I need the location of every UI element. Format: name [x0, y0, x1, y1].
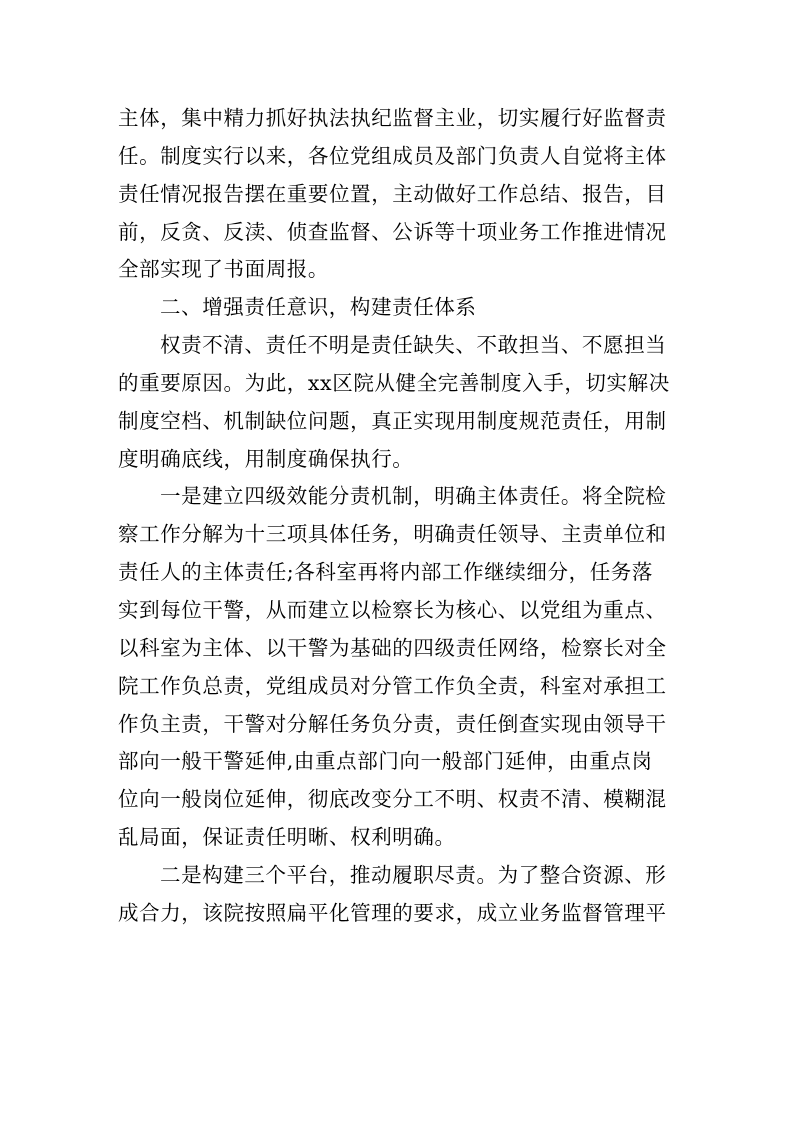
- text-line: 实到每位干警，从而建立以检察长为核心、以党组为重点、: [118, 597, 667, 622]
- text-line: 主体，集中精力抓好执法执纪监督主业，切实履行好监督责: [118, 106, 667, 130]
- text-line: 作负主责，干警对分解任务负分责，责任倒查实现由领导干: [118, 711, 667, 736]
- text-line: 二是构建三个平台，推动履职尽责。为了整合资源、形: [160, 862, 667, 887]
- text-line: 的重要原因。为此，xx区院从健全完善制度入手，切实解决: [118, 370, 670, 395]
- text-line: 责任情况报告摆在重要位置，主动做好工作总结、报告，目: [118, 181, 667, 206]
- text-line: 度明确底线，用制度确保执行。: [118, 446, 414, 471]
- text-line: 前，反贪、反渎、侦查监督、公诉等十项业务工作推进情况: [118, 219, 667, 244]
- text-line: 权责不清、责任不明是责任缺失、不敢担当、不愿担当: [160, 333, 667, 358]
- text-line: 院工作负总责，党组成员对分管工作负全责，科室对承担工: [118, 673, 667, 698]
- text-line: 部向一般干警延伸,由重点部门向一般部门延伸，由重点岗: [118, 749, 653, 774]
- text-line: 成合力，该院按照扁平化管理的要求，成立业务监督管理平: [118, 900, 667, 925]
- text-line: 以科室为主体、以干警为基础的四级责任网络，检察长对全: [118, 635, 667, 660]
- text-line: 任。制度实行以来，各位党组成员及部门负责人自觉将主体: [118, 143, 667, 168]
- document-body: [118, 100, 678, 933]
- text-line: 一是建立四级效能分责机制，明确主体责任。将全院检: [160, 484, 667, 509]
- text-line: 乱局面，保证责任明晰、权利明确。: [118, 825, 456, 850]
- text-line: 位向一般岗位延伸，彻底改变分工不明、权责不清、模糊混: [118, 787, 667, 812]
- section-heading: 二、增强责任意识，构建责任体系: [160, 295, 477, 320]
- text-line: 全部实现了书面周报。: [118, 257, 329, 282]
- text-line: 察工作分解为十三项具体任务，明确责任领导、主责单位和: [118, 522, 667, 547]
- text-line: 责任人的主体责任;各科室再将内部工作继续细分，任务落: [118, 560, 654, 585]
- text-line: 制度空档、机制缺位问题，真正实现用制度规范责任，用制: [118, 408, 667, 433]
